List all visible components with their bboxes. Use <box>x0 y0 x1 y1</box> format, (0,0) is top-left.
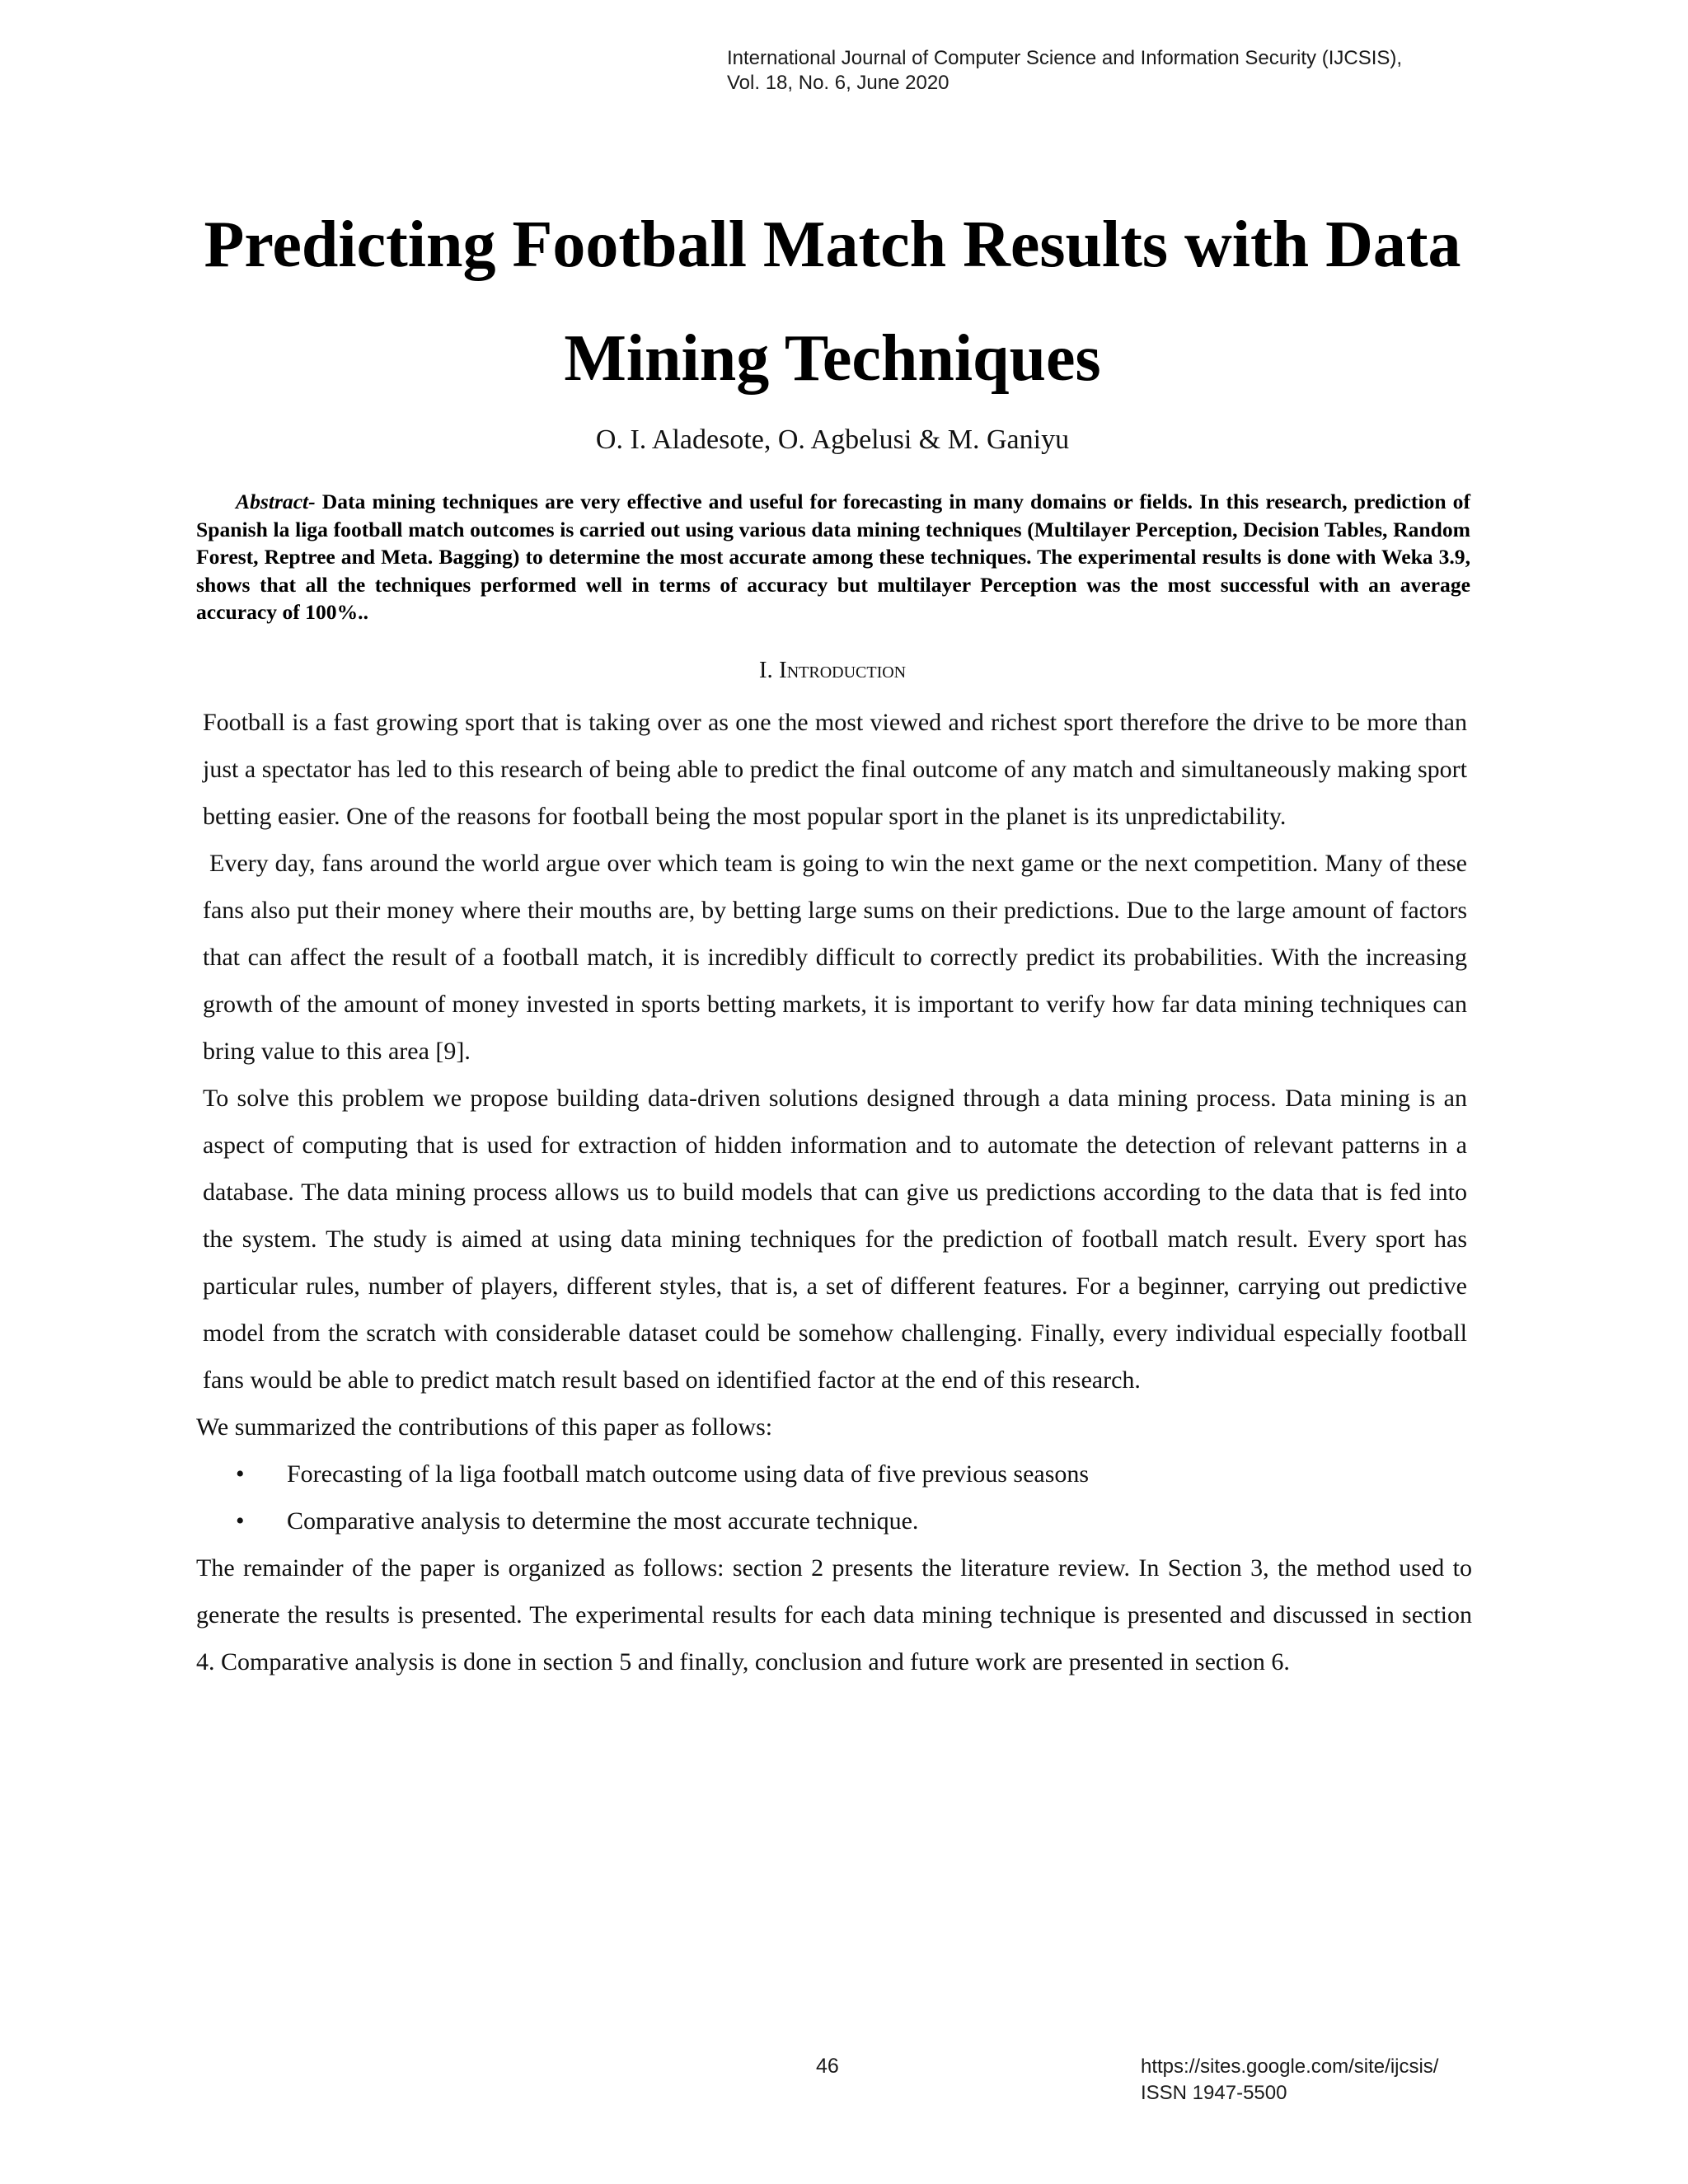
paragraph: To solve this problem we propose building data-driven solutions designed through a data mining process. Data mining is an aspect of computing that is used for extraction of hidden information and to automate the detection of relevant patterns in a database. The data mining process allows us to build models that can give us predictions according to the data that is fed into the system. The study is aimed at using data mining techniques for the prediction of football match result. Every sport has particular rules, number of players, different styles, that is, a set of different features. For a beginner, carrying out predictive model from the scratch with considerable dataset could be somehow challenging. Finally, every individual especially football fans would be able to predict match result based on identified factor at the end of this research. <box>203 1085 1467 1394</box>
paragraph: We summarized the contributions of this paper as follows: <box>196 1413 773 1441</box>
abstract-label: Abstract- <box>236 490 316 513</box>
list-item-text: Comparative analysis to determine the most accurate technique. <box>287 1507 919 1535</box>
paragraph: Every day, fans around the world argue over which team is going to win the next game or the next competition. Many of these fans also put their money where their mouths are, by betting large sums on their predictions. Due to the large amount of factors that can affect the result of a football match, it is incredibly difficult to correctly predict its probabilities. With the increasing growth of the amount of money invested in sports betting markets, it is important to verify how far data mining techniques can bring value to this area [9]. <box>203 850 1467 1065</box>
list-item <box>196 1497 1467 1544</box>
body-text <box>196 699 1472 1685</box>
paragraph: The remainder of the paper is organized as follows: section 2 presents the literature review. In Section 3, the method used to generate the results is presented. The experimental results for each data mining technique is presented and discussed in section 4. Comparative analysis is done in section 5 and finally, conclusion and future work are presented in section 6. <box>196 1554 1472 1675</box>
bullet-icon: • <box>236 1507 245 1535</box>
issn: ISSN 1947-5500 <box>1141 2082 1287 2104</box>
authors: O. I. Aladesote, O. Agbelusi & M. Ganiyu <box>595 424 1070 455</box>
abstract-text: Data mining techniques are very effective and useful for forecasting in many domains or fields. In this research, prediction of Spanish la liga football match outcomes is carried out using various data mining techniques (Multilayer Perception, Decision Tables, Random Forest, Reptree and Meta. Bagging) to determine the most accurate among these techniques. The experimental results is done with Weka 3.9, shows that all the techniques performed well in terms of accuracy but multilayer Perception was the most successful with an average accuracy of 100%.. <box>196 490 1470 624</box>
contribution-list <box>203 1451 1467 1544</box>
list-item-text: Forecasting of la liga football match outcome using data of five previous seasons <box>287 1460 1090 1488</box>
journal-url: https://sites.google.com/site/ijcsis/ <box>1141 2055 1439 2078</box>
footer-info <box>1141 2054 1438 2107</box>
abstract <box>196 488 1470 626</box>
journal-volume: Vol. 18, No. 6, June 2020 <box>727 72 950 94</box>
page-number: 46 <box>816 2055 839 2078</box>
title-line-2: Mining Techniques <box>564 322 1101 395</box>
list-item <box>196 1451 1467 1497</box>
paragraph: Football is a fast growing sport that is taking over as one the most viewed and richest sport therefore the drive to be more than just a spectator has led to this research of being able to predict the final outcome of any match and simultaneously making sport betting easier. One of the reasons for football being the most popular sport in the planet is its unpredictability. <box>203 709 1467 830</box>
paper-title <box>124 188 1541 415</box>
bullet-icon: • <box>236 1460 245 1488</box>
title-line-1: Predicting Football Match Results with Data <box>204 209 1461 281</box>
journal-header <box>727 46 1402 96</box>
journal-name: International Journal of Computer Science and Information Security (IJCSIS), <box>727 47 1403 69</box>
section-heading-introduction: I. Introduction <box>758 657 907 683</box>
